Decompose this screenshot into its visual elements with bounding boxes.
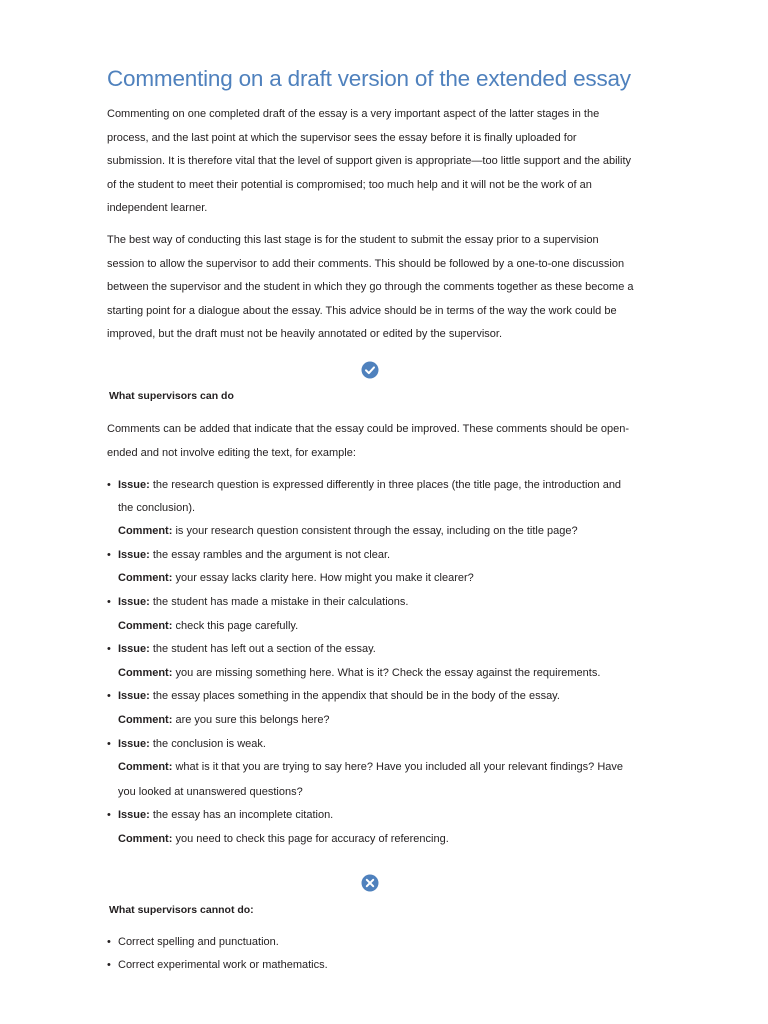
- bullet-marker: •: [107, 595, 111, 608]
- issue-description: the student has left out a section of the essay.: [152, 643, 376, 656]
- comment-label: Comment:: [118, 525, 173, 538]
- list-item-text: Correct spelling and punctuation.: [118, 936, 279, 948]
- issue-label: Issue:: [118, 809, 150, 822]
- comment-text: [118, 614, 637, 639]
- issue-label: Issue:: [118, 737, 150, 750]
- comment-label: Comment:: [118, 761, 173, 774]
- comment-description: you are missing something here. What is it? Check the essay against the requirements.: [175, 666, 601, 679]
- issue-text: [118, 591, 637, 614]
- comment-label: Comment:: [118, 666, 173, 679]
- page-title: Commenting on a draft version of the extended essay: [107, 66, 631, 91]
- comment-text: [118, 519, 637, 544]
- issue-label: Issue:: [118, 690, 150, 703]
- list-item-text: Correct experimental work or mathematics.: [118, 959, 328, 971]
- issue-text: [118, 733, 637, 756]
- list-item: [107, 733, 637, 805]
- comment-text: [118, 755, 637, 804]
- list-item: [107, 474, 637, 544]
- list-item: [107, 954, 637, 977]
- x-circle-icon: [361, 874, 379, 892]
- comment-description: your essay lacks clarity here. How might you make it clearer?: [175, 572, 474, 585]
- issue-label: Issue:: [118, 595, 150, 608]
- examples-list: [107, 474, 637, 852]
- comment-text: [118, 827, 637, 852]
- comment-description: check this page carefully.: [175, 619, 299, 632]
- issue-text: [118, 474, 637, 519]
- issue-description: the student has made a mistake in their calculations.: [152, 595, 409, 608]
- issue-text: [118, 544, 637, 567]
- bullet-marker: •: [107, 479, 111, 491]
- paragraph: Commenting on one completed draft of the essay is a very important aspect of the latter stages in the process, and the last point at which the supervisor sees the essay before it is finally uploaded for submission. It is therefore vital that the level of support given is appropriate—too little support and the ability of the student to meet their potential is compromised; too much help and it will not be the work of an independent learner.: [107, 108, 632, 214]
- bullet-marker: •: [107, 643, 111, 656]
- list-item: [107, 544, 637, 591]
- issue-description: the essay has an incomplete citation.: [152, 809, 334, 822]
- comment-label: Comment:: [118, 572, 173, 585]
- bullet-marker: •: [107, 737, 111, 750]
- issue-text: [118, 685, 637, 708]
- cannot-list: [107, 931, 637, 977]
- comment-description: what is it that you are trying to say here? Have you included all your relevant findings? Have you looked at unanswered questions?: [118, 761, 624, 798]
- issue-label: Issue:: [118, 643, 150, 656]
- can-heading: What supervisors can do: [109, 390, 234, 402]
- issue-description: the conclusion is weak.: [152, 737, 266, 750]
- comment-label: Comment:: [118, 619, 173, 632]
- issue-label: Issue:: [118, 548, 150, 561]
- comment-text: [118, 661, 637, 686]
- list-item: [107, 591, 637, 638]
- issue-label: Issue:: [118, 479, 150, 491]
- paragraph: The best way of conducting this last stage is for the student to submit the essay prior to a supervision session to allow the supervisor to add their comments. This should be followed by a one-to-one discussion between the supervisor and the student in which they go through the comments together as these become a starting point for a dialogue about the essay. This advice should be in terms of the way the work could be improved, but the draft must not be heavily annotated or edited by the supervisor.: [107, 234, 634, 340]
- comment-description: are you sure this belongs here?: [175, 713, 330, 726]
- check-circle-icon: [361, 361, 379, 379]
- issue-text: [118, 638, 637, 661]
- list-item: [107, 685, 637, 732]
- comment-label: Comment:: [118, 713, 173, 726]
- bullet-marker: •: [107, 548, 111, 561]
- cannot-heading: What supervisors cannot do:: [109, 904, 254, 916]
- comment-text: [118, 708, 637, 733]
- comment-description: you need to check this page for accuracy of referencing.: [175, 832, 449, 845]
- bullet-marker: •: [107, 936, 111, 948]
- issue-description: the essay rambles and the argument is not clear.: [152, 548, 391, 561]
- list-item: [107, 804, 637, 851]
- bullet-marker: •: [107, 690, 111, 703]
- comment-label: Comment:: [118, 832, 173, 845]
- can-intro: Comments can be added that indicate that the essay could be improved. These comments should be open-ended and not involve editing the text, for example:: [107, 423, 629, 459]
- list-item: [107, 638, 637, 685]
- comment-text: [118, 566, 637, 591]
- issue-description: the research question is expressed differently in three places (the title page, the introduction and the conclusion).: [118, 479, 622, 514]
- bullet-marker: •: [107, 959, 111, 971]
- comment-description: is your research question consistent through the essay, including on the title page?: [175, 525, 578, 538]
- issue-text: [118, 804, 637, 827]
- list-item: [107, 931, 637, 954]
- bullet-marker: •: [107, 809, 111, 822]
- issue-description: the essay places something in the appendix that should be in the body of the essay.: [152, 690, 560, 703]
